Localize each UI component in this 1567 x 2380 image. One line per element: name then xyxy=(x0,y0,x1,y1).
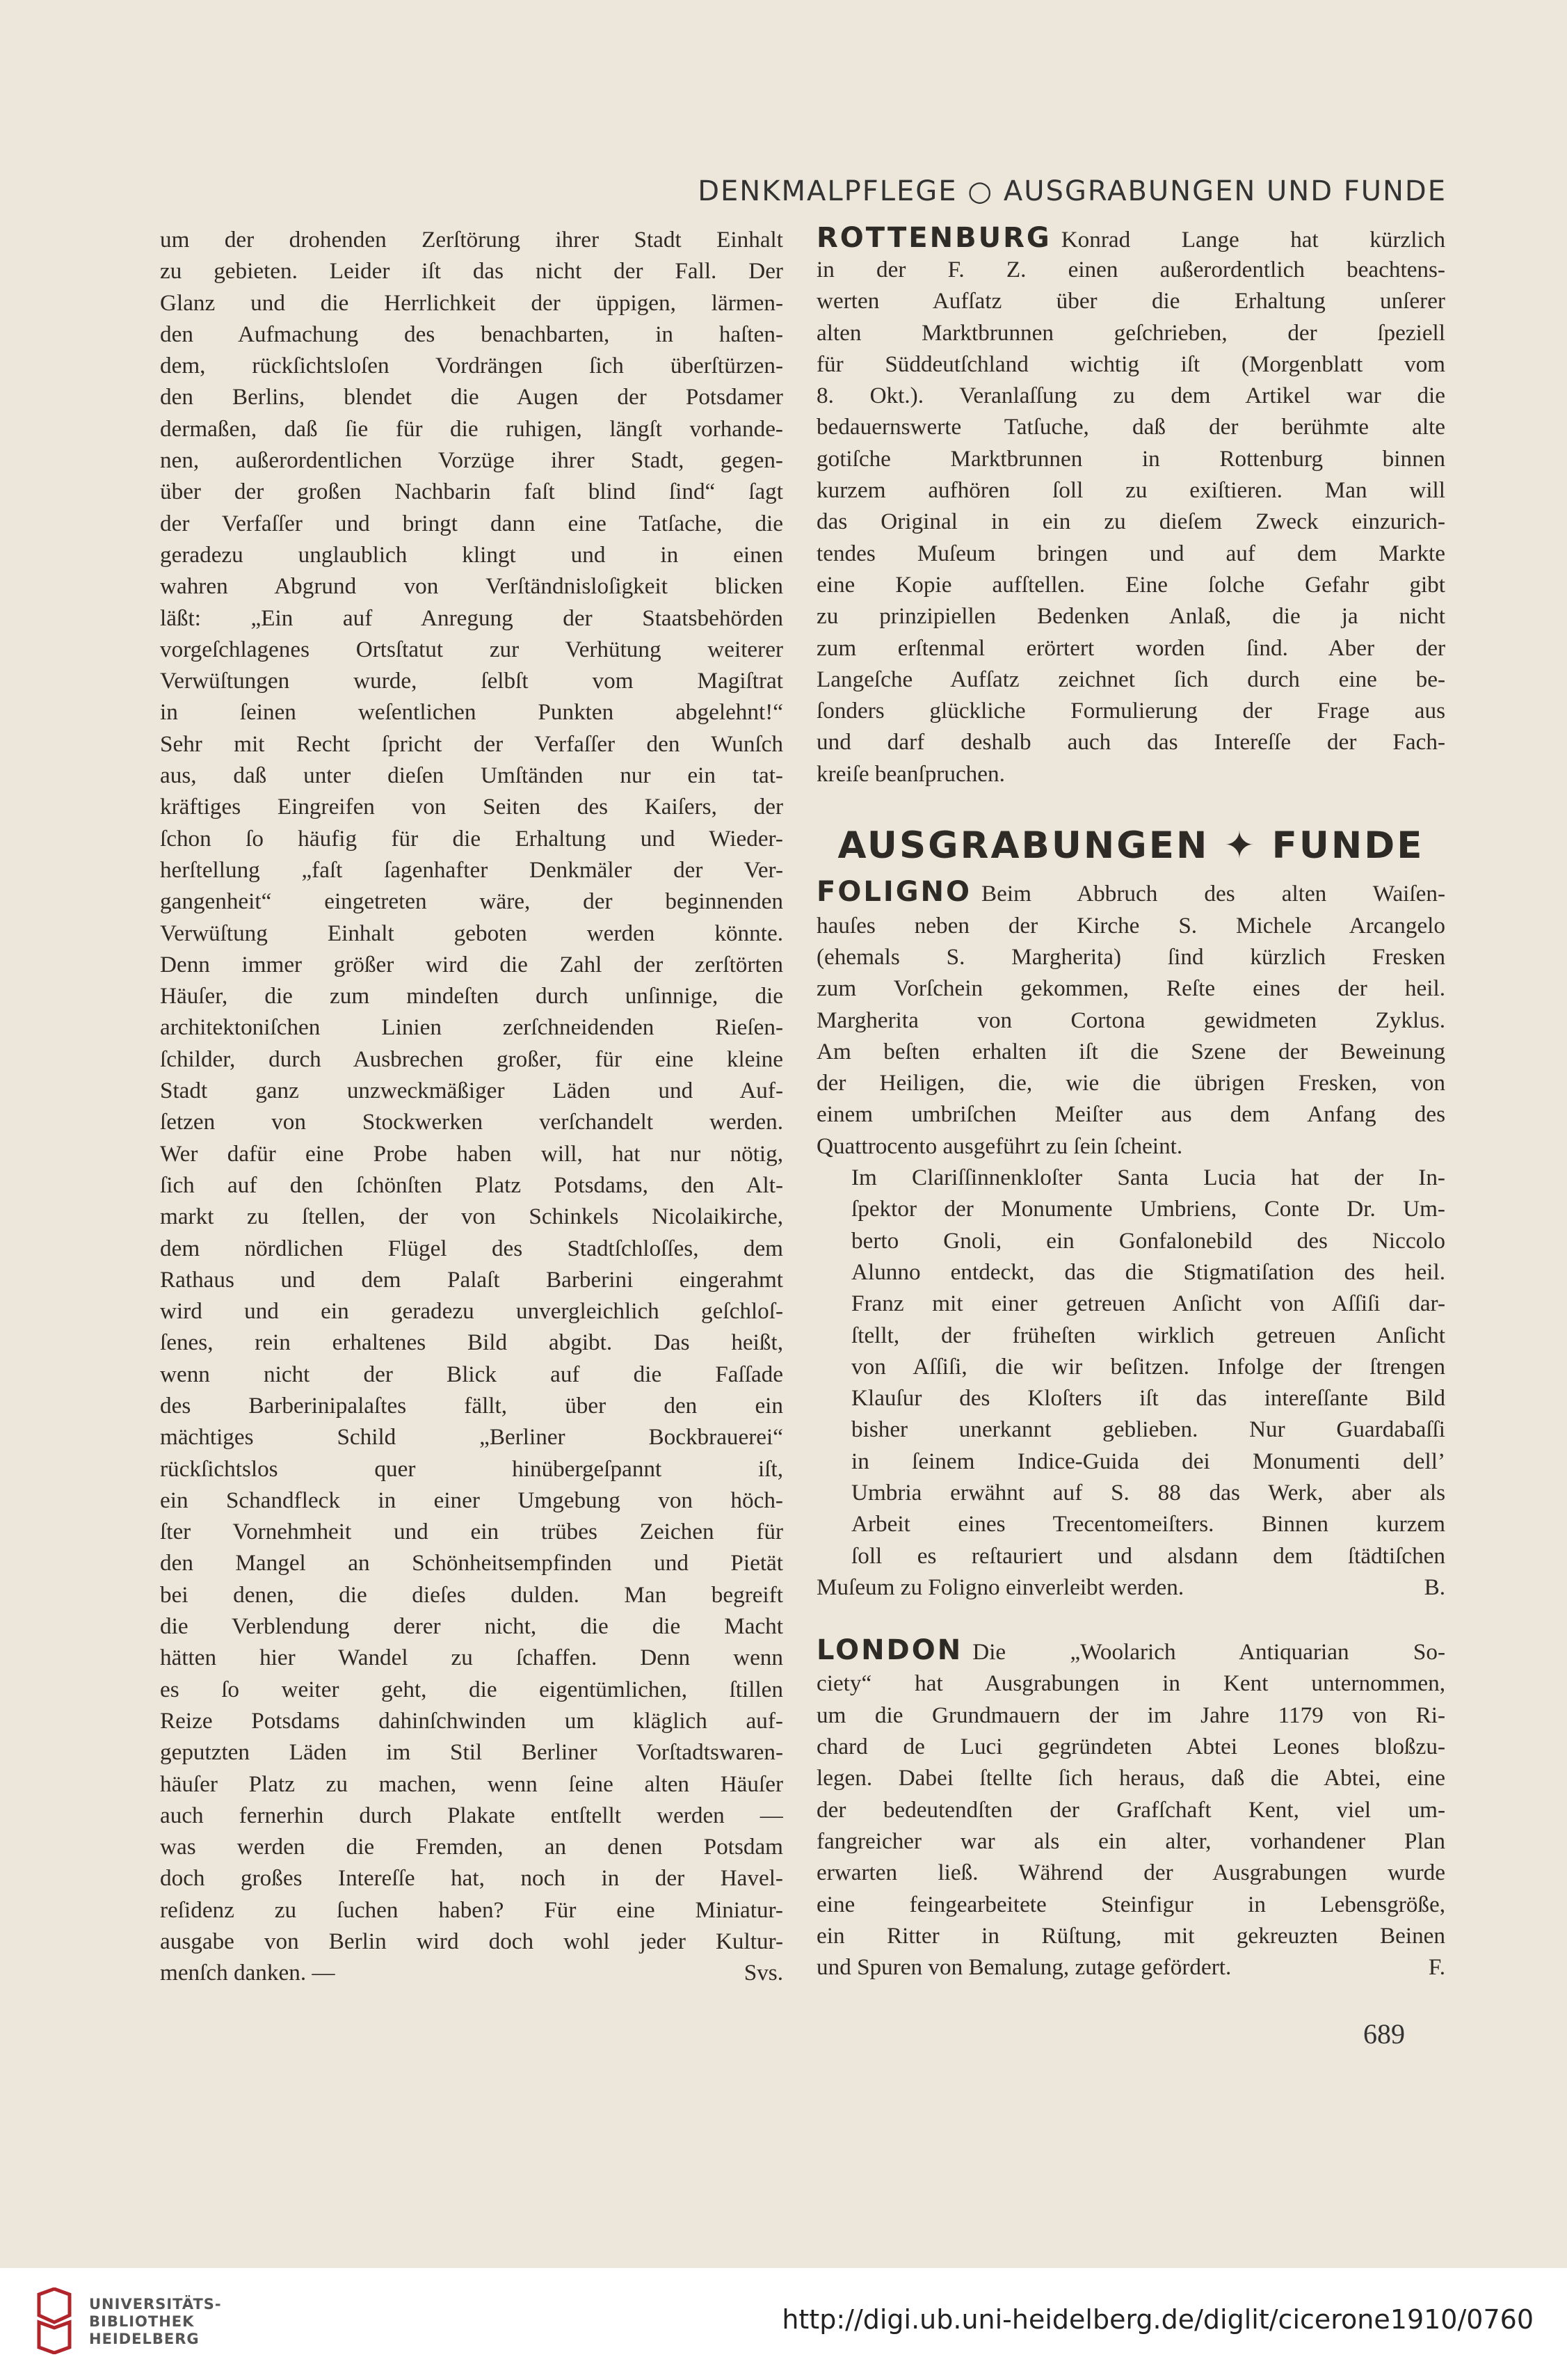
text-line: einem umbriſchen Meiſter aus dem Anfang des xyxy=(817,1101,1445,1128)
text-line: ausgabe von Berlin wird doch wohl jeder Kultur- xyxy=(160,1928,783,1955)
text-line: ſich auf den ſchönſten Platz Potsdams, den Alt- xyxy=(160,1172,783,1198)
text-line: tendes Muſeum bringen und auf dem Markte xyxy=(817,540,1445,566)
text-line: erwarten ließ. Während der Ausgrabungen wurde xyxy=(817,1860,1445,1886)
text-line: Glanz und die Herrlichkeit der üppigen, lärmen- xyxy=(160,289,783,316)
text-line: wenn nicht der Blick auf die Faſſade xyxy=(160,1361,783,1387)
text-line: reſidenz zu ſuchen haben? Für eine Miniatur- xyxy=(160,1896,783,1923)
text-line: der Verfaſſer und bringt dann eine Tatſache, die xyxy=(160,510,783,536)
text-line: dem, rückſichtsloſen Vordrängen ſich überſtürzen- xyxy=(160,353,783,379)
text-line: ſter Vornehmheit und ein trübes Zeichen für xyxy=(160,1519,783,1545)
text-line: gotiſche Marktbrunnen in Rottenburg binnen xyxy=(817,445,1445,472)
text-line: Verwüſtung Einhalt geboten werden könnte. xyxy=(160,920,783,946)
text-line: eine Kopie aufſtellen. Eine ſolche Gefahr gibt xyxy=(817,571,1445,598)
foligno-body xyxy=(817,910,1445,1131)
text-line: architektoniſchen Linien zerſchneidenden Rieſen- xyxy=(160,1014,783,1041)
text-line: mächtiges Schild „Berliner Bockbrauerei“ xyxy=(160,1424,783,1451)
text-line: geputzten Läden im Stil Berliner Vorſtadtswaren- xyxy=(160,1739,783,1766)
text-line: herſtellung „faſt ſagenhafter Denkmäler der Ver- xyxy=(160,856,783,883)
text-line: um die Grundmauern der im Jahre 1179 von Ri- xyxy=(817,1702,1445,1728)
text-line: das Original in ein zu dieſem Zweck einzurich- xyxy=(817,509,1445,535)
london-first-line xyxy=(817,1635,1445,1668)
text-line: Häuſer, die zum mindeſten durch unſinnige, die xyxy=(160,983,783,1009)
text-line: Langeſche Aufſatz zeichnet ſich durch eine be- xyxy=(817,666,1445,692)
text-line: Am beſten erhalten iſt die Szene der Beweinung xyxy=(817,1038,1445,1064)
text-line: nen, außerordentlichen Vorzüge ihrer Stadt, gegen- xyxy=(160,447,783,474)
text-line: ein Schandfleck in einer Umgebung von höch- xyxy=(160,1487,783,1513)
text-line: wird und ein geradezu unvergleichlich geſchloſ- xyxy=(160,1298,783,1325)
headword-rottenburg: ROTTENBURG xyxy=(817,224,1052,254)
library-name-line-1: UNIVERSITÄTS- xyxy=(89,2296,222,2313)
text-line: über der großen Nachbarin faſt blind ſind“ ſagt xyxy=(160,479,783,505)
university-library-logo-icon xyxy=(35,2287,74,2354)
headword-foligno: FOLIGNO xyxy=(817,877,972,909)
foligno-first-text: Beim Abbruch des alten Waiſen- xyxy=(981,881,1445,907)
text-line: der bedeutendſten der Grafſchaft Kent, viel um- xyxy=(817,1796,1445,1823)
text-line: den Mangel an Schönheitsempfinden und Pietät xyxy=(160,1550,783,1576)
spacer xyxy=(817,1603,1445,1635)
text-line: markt zu ſtellen, der von Schinkels Nicolaikirche, xyxy=(160,1204,783,1230)
text-line: ſetzen von Stockwerken verſchandelt werden. xyxy=(160,1109,783,1135)
left-last-text: menſch danken. — xyxy=(160,1960,335,1986)
text-line: eine feingearbeitete Steinfigur in Lebensgröße, xyxy=(817,1891,1445,1917)
text-line: des Barberinipalaſtes fällt, über den ein xyxy=(160,1392,783,1419)
text-line: chard de Luci gegründeten Abtei Leones bloßzu- xyxy=(817,1734,1445,1760)
text-line: ſchon ſo häufig für die Erhaltung und Wieder- xyxy=(160,825,783,852)
text-line: auch fernerhin durch Plakate entſtellt werden — xyxy=(160,1802,783,1828)
text-line: in ſeinem Indice-Guida dei Monumenti dell’ xyxy=(851,1448,1445,1474)
text-line: bei denen, die dieſes dulden. Man begreift xyxy=(160,1581,783,1608)
london-last-line xyxy=(817,1951,1445,1983)
text-line: von Aſſiſi, die wir beſitzen. Infolge der ſtrengen xyxy=(851,1353,1445,1380)
text-line: Rathaus und dem Palaſt Barberini eingerahmt xyxy=(160,1266,783,1293)
footer-bar xyxy=(0,2268,1567,2380)
foligno-p2-last-line xyxy=(817,1572,1445,1603)
text-line: es ſo weiter geht, die eigentümlichen, ſtillen xyxy=(160,1676,783,1702)
text-line: aus, daß unter dieſen Umſtänden nur ein tat- xyxy=(160,762,783,789)
text-line: zu prinzipiellen Bedenken Anlaß, die ja nicht xyxy=(817,603,1445,630)
signature-svs: Svs. xyxy=(744,1960,783,1986)
text-line: zum erſtenmal erörtert worden ſind. Aber der xyxy=(817,634,1445,661)
section-heading: AUSGRABUNGEN ✦ FUNDE xyxy=(837,824,1424,868)
text-line: häuſer Platz zu machen, wenn ſeine alten Häuſer xyxy=(160,1771,783,1797)
text-line: Wer dafür eine Probe haben will, hat nur nötig, xyxy=(160,1140,783,1167)
left-column-last-line xyxy=(160,1957,783,1988)
text-line: um der drohenden Zerſtörung ihrer Stadt Einhalt xyxy=(160,227,783,253)
text-line: läßt: „Ein auf Anregung der Staatsbehörden xyxy=(160,605,783,631)
text-line: was werden die Fremden, an denen Potsdam xyxy=(160,1834,783,1860)
signature-f: F. xyxy=(1428,1954,1445,1981)
london-last-text: und Spuren von Bemalung, zutage gefördert. xyxy=(817,1954,1232,1981)
text-line: Umbria erwähnt auf S. 88 das Werk, aber als xyxy=(851,1479,1445,1506)
text-line: hätten hier Wandel zu ſchaffen. Denn wenn xyxy=(160,1645,783,1671)
rottenburg-body xyxy=(817,254,1445,758)
text-line: Denn immer größer wird die Zahl der zerſtörten xyxy=(160,951,783,977)
text-line: alten Marktbrunnen geſchrieben, der ſpeziell xyxy=(817,319,1445,346)
foligno-first-line xyxy=(817,877,1445,909)
text-line: legen. Dabei ſtellte ſich heraus, daß die Abtei, eine xyxy=(817,1765,1445,1791)
text-line: ciety“ hat Ausgrabungen in Kent unternommen, xyxy=(817,1670,1445,1697)
text-line: ſenes, rein erhaltenes Bild abgibt. Das heißt, xyxy=(160,1329,783,1356)
text-line: rückſichtslos quer hinübergeſpannt iſt, xyxy=(160,1455,783,1482)
text-line: der Heiligen, die, wie die übrigen Fresken, von xyxy=(817,1070,1445,1096)
text-line: berto Gnoli, ein Gonfalonebild des Niccolo xyxy=(851,1227,1445,1254)
text-line: für Süddeutſchland wichtig iſt (Morgenblatt vom xyxy=(817,351,1445,377)
text-line: ein Ritter in Rüſtung, mit gekreuzten Beinen xyxy=(817,1922,1445,1949)
london-first-text: Die „Woolarich Antiquarian So- xyxy=(972,1639,1445,1666)
right-column xyxy=(817,224,1445,1983)
text-line: in ſeinen weſentlichen Punkten abgelehnt!“ xyxy=(160,699,783,726)
rottenburg-first-line xyxy=(817,224,1445,254)
text-line: Verwüſtungen wurde, ſelbſt vom Magiſtrat xyxy=(160,668,783,694)
left-column xyxy=(160,224,783,1989)
headword-london: LONDON xyxy=(817,1635,963,1667)
library-name-line-2: BIBLIOTHEK xyxy=(89,2313,195,2330)
text-line: zu gebieten. Leider iſt das nicht der Fall. Der xyxy=(160,258,783,285)
text-line: Alunno entdeckt, das die Stigmatiſation des heil. xyxy=(851,1259,1445,1285)
text-line: wahren Abgrund von Verſtändnisloſigkeit blicken xyxy=(160,573,783,600)
page-number: 689 xyxy=(1363,2018,1405,2050)
text-line: ſoll es reſtauriert und alsdann dem ſtädtiſchen xyxy=(851,1542,1445,1569)
text-line: doch großes Intereſſe hat, noch in der Havel- xyxy=(160,1865,783,1892)
london-body xyxy=(817,1668,1445,1951)
text-line: zum Vorſchein gekommen, Reſte eines der heil. xyxy=(817,975,1445,1002)
text-line: bedauernswerte Tatſuche, daß der berühmte alte xyxy=(817,414,1445,440)
text-line: gangenheit“ eingetreten wäre, der beginnenden xyxy=(160,888,783,915)
text-line: 8. Okt.). Veranlaſſung zu dem Artikel war die xyxy=(817,383,1445,409)
text-line: ſchilder, durch Ausbrechen großer, für eine kleine xyxy=(160,1046,783,1072)
signature-b: B. xyxy=(1424,1574,1445,1600)
text-line: ſonders glückliche Formulierung der Frage aus xyxy=(817,698,1445,724)
library-name-line-3: HEIDELBERG xyxy=(89,2331,200,2347)
text-line: Klauſur des Kloſters iſt das intereſſante Bild xyxy=(851,1385,1445,1412)
text-line: Reize Potsdams dahinſchwinden um kläglich auf- xyxy=(160,1707,783,1734)
text-line: kurzem aufhören ſoll zu exiſtieren. Man will xyxy=(817,477,1445,504)
text-line: kräftiges Eingreifen von Seiten des Kaiſers, der xyxy=(160,794,783,820)
text-line: Stadt ganz unzweckmäßiger Läden und Auf- xyxy=(160,1078,783,1104)
left-column-body xyxy=(160,224,783,1957)
text-line: Margherita von Cortona gewidmeten Zyklus. xyxy=(817,1007,1445,1033)
running-head: DENKMALPFLEGE ○ AUSGRABUNGEN UND FUNDE xyxy=(698,175,1447,207)
text-line: Sehr mit Recht ſpricht der Verfaſſer den Wunſch xyxy=(160,730,783,757)
text-line: den Aufmachung des benachbarten, in haſten- xyxy=(160,321,783,347)
foligno-paragraph-2 xyxy=(817,1162,1445,1572)
text-line: in der F. Z. einen außerordentlich beachtens- xyxy=(817,257,1445,282)
text-line: werten Aufſatz über die Erhaltung unſerer xyxy=(817,288,1445,314)
rottenburg-first-text: Konrad Lange hat kürzlich xyxy=(1061,227,1445,253)
text-line: Arbeit eines Trecentomeiſters. Binnen kurzem xyxy=(851,1511,1445,1538)
source-url-link[interactable]: http://digi.ub.uni-heidelberg.de/diglit/cicerone1910/0760 xyxy=(782,2304,1534,2335)
text-line: und darf deshalb auch das Intereſſe der Fach- xyxy=(817,729,1445,756)
text-line: dem nördlichen Flügel des Stadtſchloſſes, dem xyxy=(160,1235,783,1261)
text-line: die Verblendung derer nicht, die die Macht xyxy=(160,1613,783,1640)
foligno-last-line: Quattrocento ausgeführt zu ſein ſcheint. xyxy=(817,1133,1183,1159)
rottenburg-last-line: kreiſe beanſpruchen. xyxy=(817,760,1005,787)
text-line: vorgeſchlagenes Ortsſtatut zur Verhütung weiterer xyxy=(160,636,783,662)
text-line: hauſes neben der Kirche S. Michele Arcangelo xyxy=(817,912,1445,939)
library-name xyxy=(89,2296,222,2348)
foligno-p2-last-text: Muſeum zu Foligno einverleibt werden. xyxy=(817,1574,1184,1600)
text-line: den Berlins, blendet die Augen der Potsdamer xyxy=(160,384,783,410)
text-line: dermaßen, daß ſie für die ruhigen, längſt vorhande- xyxy=(160,415,783,442)
text-line: Franz mit einer getreuen Anſicht von Aſſiſi dar- xyxy=(851,1291,1445,1317)
text-line: Im Clariſſinnenkloſter Santa Lucia hat der In- xyxy=(851,1165,1445,1191)
text-line: ſtellt, der früheſten wirklich getreuen Anſicht xyxy=(851,1322,1445,1348)
text-line: geradezu unglaublich klingt und in einen xyxy=(160,541,783,568)
text-line: ſpektor der Monumente Umbriens, Conte Dr. Um- xyxy=(851,1196,1445,1222)
text-line: bisher unerkannt geblieben. Nur Guardabaſſi xyxy=(851,1416,1445,1443)
text-line: fangreicher war als ein alter, vorhandener Plan xyxy=(817,1828,1445,1854)
text-line: (ehemals S. Margherita) ſind kürzlich Fresken xyxy=(817,943,1445,970)
